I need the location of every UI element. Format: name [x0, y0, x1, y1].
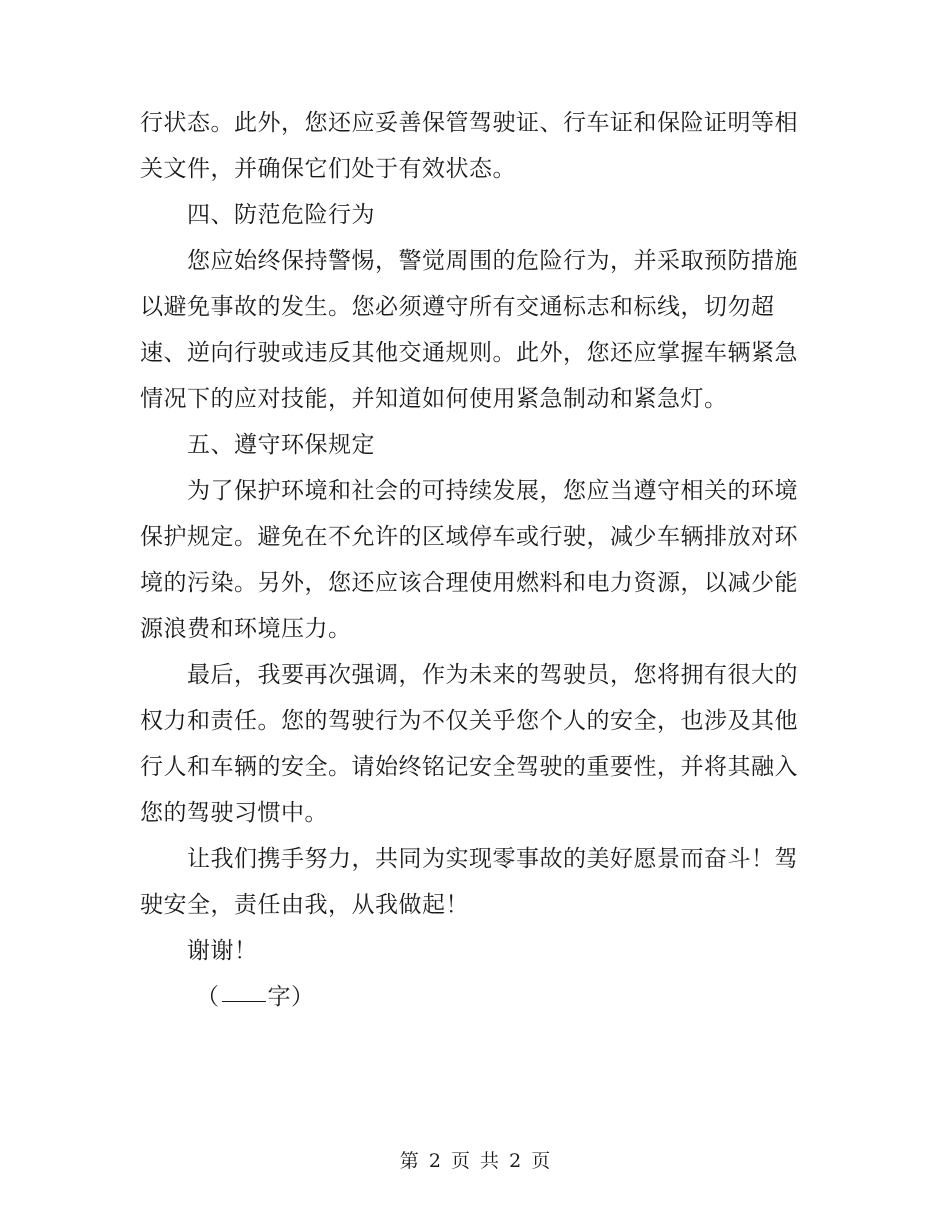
text-line: 让我们携手努力，共同为实现零事故的美好愿景而奋斗！驾 — [187, 846, 798, 872]
page-footer — [0, 1148, 950, 1174]
text-line: 境的污染。另外，您还应该合理使用燃料和电力资源，以减少能 — [140, 570, 798, 596]
word-count-open: （ — [196, 984, 220, 1010]
text-line: 您的驾驶习惯中。 — [140, 800, 328, 826]
footer-total-pages: 2 — [509, 1150, 522, 1172]
text-line: 权力和责任。您的驾驶行为不仅关乎您个人的安全，也涉及其他 — [140, 708, 798, 734]
text-line: 行人和车辆的安全。请始终铭记安全驾驶的重要性，并将其融入 — [140, 754, 798, 780]
text-line: 行状态。此外，您还应妥善保管驾驶证、行车证和保险证明等相 — [140, 110, 798, 136]
text-line: 保护规定。避免在不允许的区域停车或行驶，减少车辆排放对环 — [140, 524, 798, 550]
section-heading: 四、防范危险行为 — [187, 202, 375, 228]
footer-total-label: 共 — [480, 1150, 500, 1172]
footer-page-unit: 页 — [450, 1150, 470, 1172]
word-count-line — [140, 974, 800, 1020]
text-line: 速、逆向行驶或违反其他交通规则。此外，您还应掌握车辆紧急 — [140, 340, 798, 366]
word-count-blank — [222, 999, 266, 1002]
text-line: 为了保护环境和社会的可持续发展，您应当遵守相关的环境 — [187, 478, 798, 504]
closing-thanks: 谢谢！ — [187, 938, 258, 964]
text-line: 源浪费和环境压力。 — [140, 616, 352, 642]
document-body — [140, 100, 800, 1020]
text-line: 以避免事故的发生。您必须遵守所有交通标志和标线，切勿超 — [140, 294, 775, 320]
section-heading: 五、遵守环保规定 — [187, 432, 375, 458]
word-count-unit: 字） — [267, 984, 315, 1010]
footer-suffix: 页 — [531, 1150, 551, 1172]
text-line: 关文件，并确保它们处于有效状态。 — [140, 156, 516, 182]
text-line: 最后，我要再次强调，作为未来的驾驶员，您将拥有很大的 — [187, 662, 798, 688]
text-line: 情况下的应对技能，并知道如何使用紧急制动和紧急灯。 — [140, 386, 728, 412]
footer-page-number: 2 — [428, 1150, 441, 1172]
text-line: 驶安全，责任由我，从我做起！ — [140, 892, 469, 918]
text-line: 您应始终保持警惕，警觉周围的危险行为，并采取预防措施 — [187, 248, 798, 274]
footer-prefix: 第 — [399, 1150, 419, 1172]
